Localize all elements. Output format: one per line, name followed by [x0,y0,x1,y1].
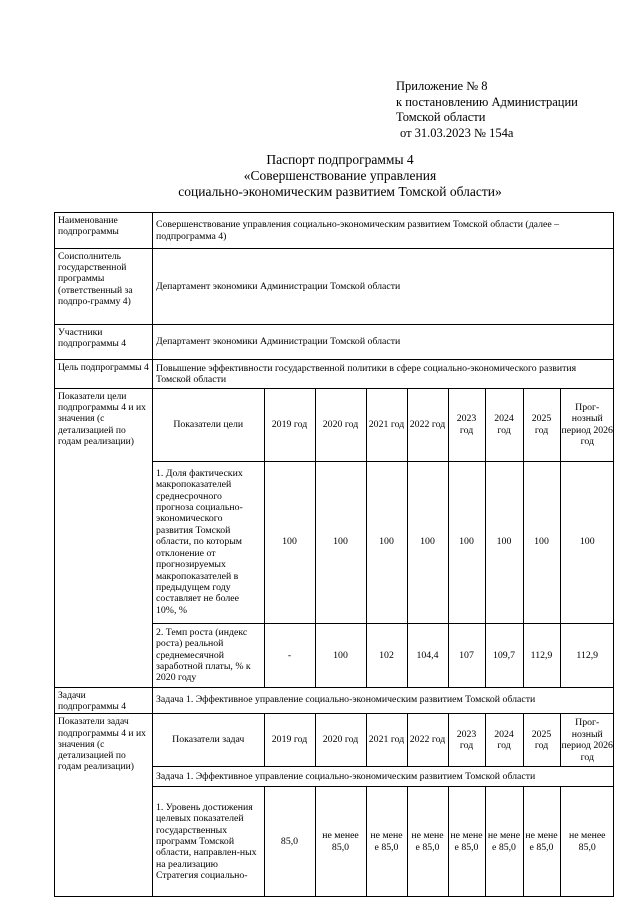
task-header-cell: 2023 год [448,714,485,766]
task-title: Задача 1. Эффективное управление социально-экономическим развитием Томской области [153,766,614,786]
goal-indicators-label: Показатели цели подпрограммы 4 и их значения (с детализацией по годам реализации) [55,389,153,688]
goal-header-cell: 2023 год [448,389,485,461]
goal-header-row [153,389,614,461]
goal-row-1-value: 100 [560,461,614,623]
goal-row-2-value: 112,9 [523,623,560,687]
title-line-3: социально-экономическим развитием Томской области» [178,184,502,199]
name-label: Наименование подпрограммы [55,213,153,249]
task-indicators-label: Показатели задач подпрограммы 4 и их значения (с детализацией по годам реализации) [55,714,153,897]
task-row-1-value: не мене е 85,0 [523,786,560,896]
task-header-cell: Показатели задач [153,714,264,766]
document-title [140,152,540,200]
goal-row-2-value: 104,4 [407,623,448,687]
goal-header-cell: 2020 год [315,389,366,461]
task-row-1-value: не мене е 85,0 [485,786,523,896]
task-row-1-value: не менее 85,0 [315,786,366,896]
task-row-1 [153,786,614,896]
task-indicators-table [153,714,614,896]
task-row-1-value: не менее 85,0 [560,786,614,896]
goal-row-2-value: 100 [315,623,366,687]
goal-row-2-value: - [264,623,315,687]
task-row-1-value: не мене е 85,0 [366,786,407,896]
goal-row-2 [153,623,614,687]
goal-row-1-value: 100 [523,461,560,623]
goal-header-cell: 2024 год [485,389,523,461]
participants-value: Департамент экономики Администрации Томской области [156,336,401,348]
name-value: Совершенствование управления социально-экономическим развитием Томской области (далее – подпрограмма 4) [156,219,560,242]
task-header-cell: 2022 год [407,714,448,766]
goal-row-1-value: 100 [315,461,366,623]
goal-row-1-value: 100 [448,461,485,623]
goal-header-cell: 2021 год [366,389,407,461]
goal-row-2-value: 109,7 [485,623,523,687]
goal-row-1-value: 100 [366,461,407,623]
goal-indicators-table [153,389,614,687]
task-row-1-value: не мене е 85,0 [448,786,485,896]
goal-header-cell: 2022 год [407,389,448,461]
tasks-value: Задача 1. Эффективное управление социально-экономическим развитием Томской области [156,694,536,706]
goal-row-1-value: 100 [264,461,315,623]
coexec-value: Департамент экономики Администрации Томской области [156,280,401,292]
task-header-cell: 2019 год [264,714,315,766]
task-row-1-value: 85,0 [264,786,315,896]
title-line-1: Паспорт подпрограммы 4 [266,152,414,167]
goal-row-1-value: 100 [407,461,448,623]
passport-table [54,212,613,897]
task-header-cell: 2021 год [366,714,407,766]
goal-header-cell: 2025 год [523,389,560,461]
participants-label: Участники подпрограммы 4 [55,325,153,360]
appendix-line-1: Приложение № 8 [396,79,488,93]
coexec-label: Соисполнитель государственной программы (ответственный за подпро-грамму 4) [55,249,153,325]
task-header-cell: 2024 год [485,714,523,766]
appendix-line-3: Томской области [396,110,486,124]
appendix-date: от 31.03.2023 № 154а [400,125,514,140]
goal-row-2-value: 107 [448,623,485,687]
appendix-line-2: к постановлению Администрации [396,94,578,109]
goal-row-2-name: 2. Темп роста (индекс роста) реальной среднемесячной заработной платы, % к 2020 году [153,623,264,687]
task-header-cell: 2020 год [315,714,366,766]
goal-header-cell: Показатели цели [153,389,264,461]
task-row-1-value: не мене е 85,0 [407,786,448,896]
goal-row-1-name: 1. Доля фактических макропоказателей среднесрочного прогноза социально-экономического развития Томской области, по которым отклонение от прогнозируемых макропоказателей в предыдущем году составляет не более 10%, % [153,461,264,623]
goal-header-cell: Прог-нозный период 2026 год [560,389,614,461]
goal-row-1-value: 100 [485,461,523,623]
task-header-row [153,714,614,766]
task-header-cell: 2025 год [523,714,560,766]
title-line-2: «Совершенствование управления [243,168,437,183]
goal-row-1 [153,461,614,623]
appendix-block [396,79,578,141]
task-title-row [153,766,614,786]
goal-header-cell: 2019 год [264,389,315,461]
tasks-label: Задачи подпрограммы 4 [55,688,153,714]
task-row-1-name: 1. Уровень достижения целевых показателей государственных программ Томской области, направлен-ных на реализацию Стратегия социально- [153,786,264,896]
goal-label: Цель подпрограммы 4 [55,360,153,389]
goal-row-2-value: 102 [366,623,407,687]
goal-row-2-value: 112,9 [560,623,614,687]
task-header-cell: Прог-нозный период 2026 год [560,714,614,766]
goal-value: Повышение эффективности государственной политики в сфере социально-экономического развития Томской области [156,362,577,385]
